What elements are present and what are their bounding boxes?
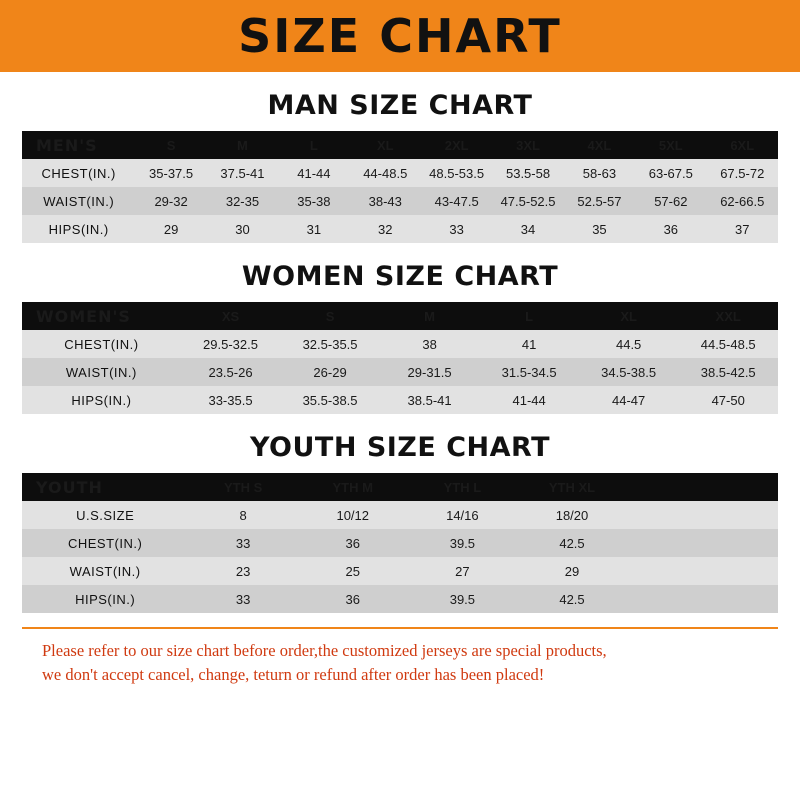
men-header-m: M [207, 131, 278, 159]
men-header-l: L [278, 131, 349, 159]
youth-row-label-chest: CHEST(IN.) [22, 529, 188, 557]
table-cell: 25 [298, 557, 408, 585]
table-cell [627, 557, 778, 585]
women-row-label-chest: CHEST(IN.) [22, 330, 181, 358]
table-cell: 32 [350, 215, 421, 243]
table-cell: 35 [564, 215, 635, 243]
table-cell: 39.5 [408, 529, 518, 557]
table-header-row [22, 473, 778, 501]
table-cell: 41-44 [479, 386, 579, 414]
men-section-title: MAN SIZE CHART [267, 90, 533, 121]
youth-header-label: YOUTH [22, 473, 188, 501]
table-cell: 37.5-41 [207, 159, 278, 187]
footer-note [22, 627, 778, 687]
men-table-header [22, 131, 778, 159]
women-header-s: S [280, 302, 380, 330]
table-cell: 58-63 [564, 159, 635, 187]
men-row-label-waist: WAIST(IN.) [22, 187, 135, 215]
women-table-body [22, 330, 778, 414]
table-cell: 42.5 [517, 529, 627, 557]
table-cell: 8 [188, 501, 298, 529]
table-cell: 41 [479, 330, 579, 358]
table-cell: 29.5-32.5 [181, 330, 281, 358]
table-cell: 31 [278, 215, 349, 243]
women-size-table [22, 302, 778, 414]
women-row-label-waist: WAIST(IN.) [22, 358, 181, 386]
table-cell: 44.5-48.5 [678, 330, 778, 358]
women-header-xl: XL [579, 302, 679, 330]
table-cell: 44-48.5 [350, 159, 421, 187]
men-header-6xl: 6XL [707, 131, 778, 159]
table-row [22, 330, 778, 358]
table-cell: 14/16 [408, 501, 518, 529]
table-cell: 36 [298, 585, 408, 613]
table-cell: 47-50 [678, 386, 778, 414]
banner [0, 0, 800, 72]
men-header-s: S [135, 131, 206, 159]
table-cell: 38 [380, 330, 480, 358]
table-cell: 10/12 [298, 501, 408, 529]
table-cell: 29 [517, 557, 627, 585]
men-header-4xl: 4XL [564, 131, 635, 159]
men-header-3xl: 3XL [492, 131, 563, 159]
table-row [22, 386, 778, 414]
table-row [22, 358, 778, 386]
youth-header-xl: YTH XL [517, 473, 627, 501]
table-cell: 35-38 [278, 187, 349, 215]
men-header-5xl: 5XL [635, 131, 706, 159]
table-cell: 32-35 [207, 187, 278, 215]
women-section-title: WOMEN SIZE CHART [241, 261, 559, 292]
table-cell: 33 [188, 529, 298, 557]
youth-table-header [22, 473, 778, 501]
men-table-body [22, 159, 778, 243]
women-header-l: L [479, 302, 579, 330]
table-cell: 18/20 [517, 501, 627, 529]
table-header-row [22, 302, 778, 330]
women-table-header [22, 302, 778, 330]
youth-header-s: YTH S [188, 473, 298, 501]
table-cell: 44-47 [579, 386, 679, 414]
content [0, 90, 800, 687]
table-cell: 67.5-72 [707, 159, 778, 187]
table-cell: 42.5 [517, 585, 627, 613]
table-cell: 26-29 [280, 358, 380, 386]
table-cell: 23.5-26 [181, 358, 281, 386]
table-cell: 38-43 [350, 187, 421, 215]
table-cell: 43-47.5 [421, 187, 492, 215]
youth-row-label-hips: HIPS(IN.) [22, 585, 188, 613]
table-cell [627, 585, 778, 613]
youth-header-spacer [627, 473, 778, 501]
men-header-label: MEN'S [22, 131, 135, 159]
table-cell: 47.5-52.5 [492, 187, 563, 215]
table-cell: 39.5 [408, 585, 518, 613]
table-cell: 41-44 [278, 159, 349, 187]
table-row [22, 501, 778, 529]
table-cell: 52.5-57 [564, 187, 635, 215]
table-row [22, 557, 778, 585]
table-cell: 33 [188, 585, 298, 613]
table-row [22, 585, 778, 613]
table-cell: 27 [408, 557, 518, 585]
men-header-xl: XL [350, 131, 421, 159]
men-row-label-chest: CHEST(IN.) [22, 159, 135, 187]
table-cell: 62-66.5 [707, 187, 778, 215]
table-cell: 35-37.5 [135, 159, 206, 187]
table-cell: 32.5-35.5 [280, 330, 380, 358]
table-cell [627, 529, 778, 557]
footer-note-line-1: Please refer to our size chart before order,the customized jerseys are special products, [42, 641, 607, 660]
youth-header-m: YTH M [298, 473, 408, 501]
table-cell: 29-31.5 [380, 358, 480, 386]
table-cell [627, 501, 778, 529]
table-cell: 34.5-38.5 [579, 358, 679, 386]
table-cell: 38.5-41 [380, 386, 480, 414]
men-row-label-hips: HIPS(IN.) [22, 215, 135, 243]
table-cell: 38.5-42.5 [678, 358, 778, 386]
table-row [22, 159, 778, 187]
men-size-table [22, 131, 778, 243]
table-header-row [22, 131, 778, 159]
table-cell: 35.5-38.5 [280, 386, 380, 414]
youth-row-label-ussize: U.S.SIZE [22, 501, 188, 529]
table-cell: 48.5-53.5 [421, 159, 492, 187]
table-cell: 53.5-58 [492, 159, 563, 187]
table-cell: 57-62 [635, 187, 706, 215]
table-cell: 33 [421, 215, 492, 243]
footer-note-line-2: we don't accept cancel, change, teturn or refund after order has been placed! [42, 664, 545, 684]
women-row-label-hips: HIPS(IN.) [22, 386, 181, 414]
table-cell: 29 [135, 215, 206, 243]
table-cell: 36 [635, 215, 706, 243]
page-title: SIZE CHART [238, 9, 562, 63]
table-row [22, 187, 778, 215]
table-row [22, 215, 778, 243]
table-cell: 37 [707, 215, 778, 243]
youth-row-label-waist: WAIST(IN.) [22, 557, 188, 585]
youth-table-body [22, 501, 778, 613]
women-header-m: M [380, 302, 480, 330]
women-header-xxl: XXL [678, 302, 778, 330]
youth-section-title: YOUTH SIZE CHART [249, 432, 551, 463]
women-header-xs: XS [181, 302, 281, 330]
table-cell: 23 [188, 557, 298, 585]
table-cell: 29-32 [135, 187, 206, 215]
men-header-2xl: 2XL [421, 131, 492, 159]
table-cell: 44.5 [579, 330, 679, 358]
youth-size-table [22, 473, 778, 613]
youth-header-l: YTH L [408, 473, 518, 501]
table-cell: 31.5-34.5 [479, 358, 579, 386]
table-cell: 33-35.5 [181, 386, 281, 414]
table-cell: 36 [298, 529, 408, 557]
table-cell: 34 [492, 215, 563, 243]
table-row [22, 529, 778, 557]
table-cell: 30 [207, 215, 278, 243]
women-header-label: WOMEN'S [22, 302, 181, 330]
table-cell: 63-67.5 [635, 159, 706, 187]
